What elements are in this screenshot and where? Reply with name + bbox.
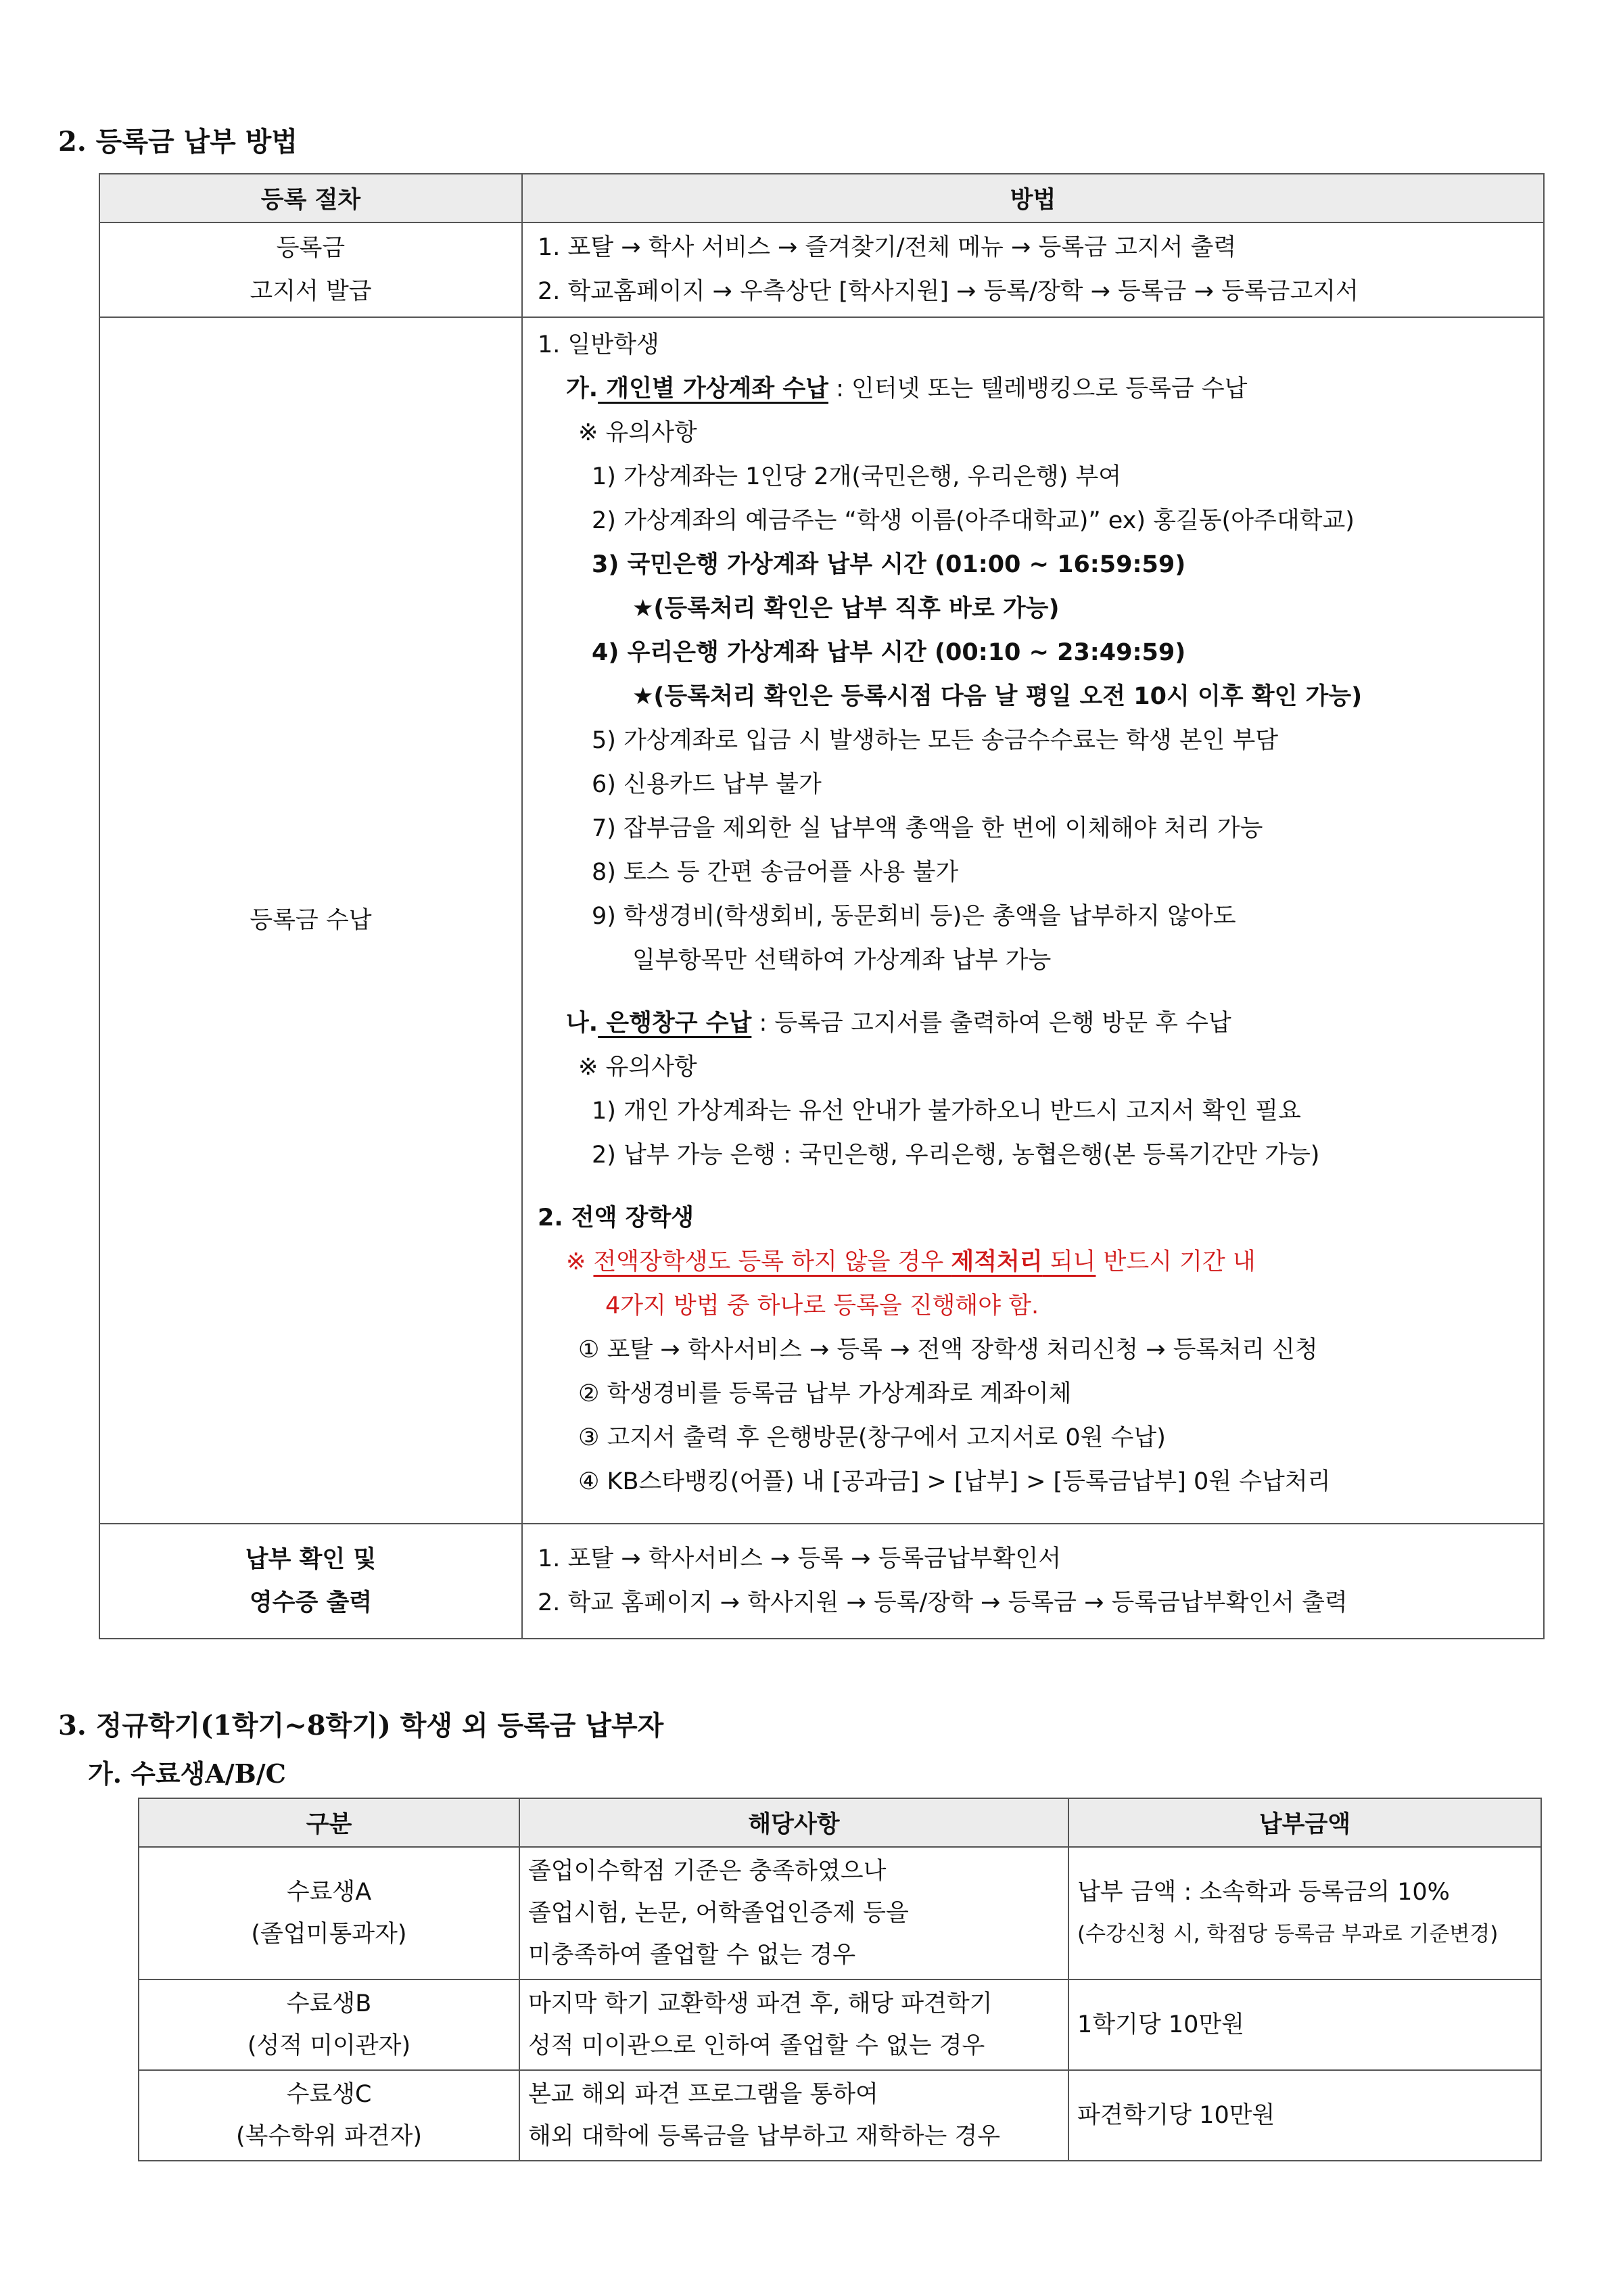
category-name: 수료생B	[286, 1990, 372, 2017]
list-item: 6) 신용카드 납부 불가	[592, 771, 822, 798]
notice-label: ※ 유의사항	[578, 1054, 697, 1081]
label-line: 등록금	[276, 235, 346, 262]
content-payment-confirm	[522, 1524, 1544, 1639]
section-2-title: 2. 등록금 납부 방법	[58, 126, 298, 158]
content-notice-issue	[522, 222, 1544, 317]
virtual-account-title: 개인별 가상계좌 수납	[598, 375, 828, 402]
full-scholar-title: 2. 전액 장학생	[538, 1204, 695, 1232]
amount-cell	[1068, 1847, 1541, 1979]
header-amount: 납부금액	[1068, 1798, 1541, 1847]
category-cell	[139, 1979, 519, 2070]
category-name: 수료생A	[286, 1879, 372, 1906]
list-item: 2. 학교홈페이지 → 우측상단 [학사지원] → 등록/장학 → 등록금 → 등록금고지서	[538, 278, 1359, 305]
label-payment-confirm	[99, 1524, 522, 1639]
category-desc: (복수학위 파견자)	[235, 2123, 423, 2150]
na-prefix: 나.	[566, 1010, 598, 1037]
list-item: 3) 국민은행 가상계좌 납부 시간 (01:00 ~ 16:59:59)	[592, 551, 1186, 578]
list-item: 5) 가상계좌로 입금 시 발생하는 모든 송금수수료는 학생 본인 부담	[592, 727, 1279, 754]
general-student-title: 1. 일반학생	[538, 331, 659, 358]
label-line: 영수증 출력	[249, 1589, 373, 1616]
table-row	[139, 2070, 1541, 2161]
content-tuition-payment	[522, 317, 1544, 1524]
amount-value: 1학기당 10만원	[1077, 2011, 1244, 2038]
condition-line: 졸업이수학점 기준은 충족하였으나	[528, 1858, 887, 1885]
virtual-account-desc: : 인터넷 또는 텔레뱅킹으로 등록금 수납	[828, 375, 1248, 402]
header-method: 방법	[522, 174, 1544, 222]
method-item: ③ 고지서 출력 후 은행방문(창구에서 고지서로 0원 수납)	[578, 1424, 1166, 1451]
notice-label: ※ 유의사항	[578, 419, 697, 446]
ga-prefix: 가.	[566, 375, 598, 402]
list-item: 1. 포탈 → 학사서비스 → 등록 → 등록금납부확인서	[538, 1545, 1062, 1572]
row-notice-issue	[99, 222, 1544, 317]
amount-value: 파견학기당 10만원	[1077, 2102, 1275, 2129]
condition-line: 성적 미이관으로 인하여 졸업할 수 없는 경우	[528, 2032, 985, 2059]
list-item: 9) 학생경비(학생회비, 동문회비 등)은 총액을 납부하지 않아도	[592, 903, 1236, 930]
list-item: 1) 개인 가상계좌는 유선 안내가 불가하오니 반드시 고지서 확인 필요	[592, 1098, 1301, 1125]
virtual-account-heading	[538, 367, 1532, 411]
category-cell	[139, 2070, 519, 2161]
list-item-cont: 일부항목만 선택하여 가상계좌 납부 가능	[632, 947, 1052, 974]
amount-cell	[1068, 1979, 1541, 2070]
condition-line: 졸업시험, 논문, 어학졸업인증제 등을	[528, 1900, 909, 1927]
condition-line: 미충족하여 졸업할 수 없는 경우	[528, 1942, 856, 1969]
section-3-subtitle: 가. 수료생A/B/C	[88, 1758, 286, 1789]
category-desc: (성적 미이관자)	[247, 2032, 411, 2059]
scholar-warning	[538, 1240, 1532, 1284]
category-cell	[139, 1847, 519, 1979]
amount-note: (수강신청 시, 학점당 등록금 부과로 기준변경)	[1077, 1922, 1499, 1946]
category-desc: (졸업미통과자)	[251, 1921, 407, 1948]
table-header-row	[99, 174, 1544, 222]
list-item-note: ★(등록처리 확인은 납부 직후 바로 가능)	[632, 595, 1060, 622]
amount-value: 납부 금액 : 소속학과 등록금의 10%	[1077, 1879, 1450, 1906]
category-name: 수료생C	[286, 2081, 372, 2108]
condition-line: 본교 해외 파견 프로그램을 통하여	[528, 2081, 878, 2108]
label-tuition-payment: 등록금 수납	[99, 317, 522, 1524]
spacer	[538, 1177, 1532, 1196]
bank-counter-heading	[538, 1002, 1532, 1046]
section-3-title: 3. 정규학기(1학기~8학기) 학생 외 등록금 납부자	[58, 1710, 664, 1741]
header-category: 구분	[139, 1798, 519, 1847]
condition-cell	[519, 1979, 1068, 2070]
condition-line: 마지막 학기 교환학생 파견 후, 해당 파견학기	[528, 1990, 993, 2017]
table-row	[139, 1847, 1541, 1979]
table-header-row	[139, 1798, 1541, 1847]
condition-line: 해외 대학에 등록금을 납부하고 재학하는 경우	[528, 2123, 1001, 2150]
warning-text: 전액장학생도 등록 하지 않을 경우	[593, 1248, 951, 1275]
list-item: 2. 학교 홈페이지 → 학사지원 → 등록/장학 → 등록금 → 등록금납부확인서 출력	[538, 1589, 1348, 1616]
spacer	[538, 983, 1532, 1002]
list-item: 4) 우리은행 가상계좌 납부 시간 (00:10 ~ 23:49:59)	[592, 639, 1186, 666]
scholar-warning-cont: 4가지 방법 중 하나로 등록을 진행해야 함.	[605, 1292, 1039, 1319]
label-line: 납부 확인 및	[245, 1546, 377, 1573]
method-item: ① 포탈 → 학사서비스 → 등록 → 전액 장학생 처리신청 → 등록처리 신청	[578, 1336, 1318, 1363]
bank-counter-desc: : 등록금 고지서를 출력하여 은행 방문 후 수납	[751, 1010, 1231, 1037]
list-item: 7) 잡부금을 제외한 실 납부액 총액을 한 번에 이체해야 처리 가능	[592, 815, 1263, 842]
row-tuition-payment	[99, 317, 1544, 1524]
label-notice-issue	[99, 222, 522, 317]
list-item: 8) 토스 등 간편 송금어플 사용 불가	[592, 859, 959, 886]
list-item-note: ★(등록처리 확인은 등록시점 다음 날 평일 오전 10시 이후 확인 가능)	[632, 683, 1363, 710]
header-procedure: 등록 절차	[99, 174, 522, 222]
header-condition: 해당사항	[519, 1798, 1068, 1847]
amount-cell	[1068, 2070, 1541, 2161]
list-item: 1. 포탈 → 학사 서비스 → 즐겨찾기/전체 메뉴 → 등록금 고지서 출력	[538, 234, 1237, 261]
condition-cell	[519, 2070, 1068, 2161]
list-item: 1) 가상계좌는 1인당 2개(국민은행, 우리은행) 부여	[592, 463, 1122, 490]
warning-mark: ※	[566, 1248, 594, 1275]
condition-cell	[519, 1847, 1068, 1979]
warning-text-rest: 반드시 기간 내	[1096, 1248, 1256, 1275]
completion-student-table	[138, 1798, 1542, 2161]
method-item: ② 학생경비를 등록금 납부 가상계좌로 계좌이체	[578, 1380, 1072, 1407]
payment-method-table	[99, 173, 1545, 1639]
bank-counter-title: 은행창구 수납	[598, 1010, 752, 1037]
row-payment-confirm	[99, 1524, 1544, 1639]
list-item: 2) 가상계좌의 예금주는 “학생 이름(아주대학교)” ex) 홍길동(아주대학교)	[592, 507, 1355, 534]
label-line: 고지서 발급	[250, 278, 372, 305]
method-item: ④ KB스타뱅킹(어플) 내 [공과금] > [납부] > [등록금납부] 0원 수납처리	[578, 1468, 1331, 1495]
warning-text-end: 되니	[1042, 1248, 1096, 1275]
warning-emphasis: 제적처리	[951, 1248, 1043, 1275]
list-item: 2) 납부 가능 은행 : 국민은행, 우리은행, 농협은행(본 등록기간만 가능)	[592, 1142, 1320, 1169]
table-row	[139, 1979, 1541, 2070]
